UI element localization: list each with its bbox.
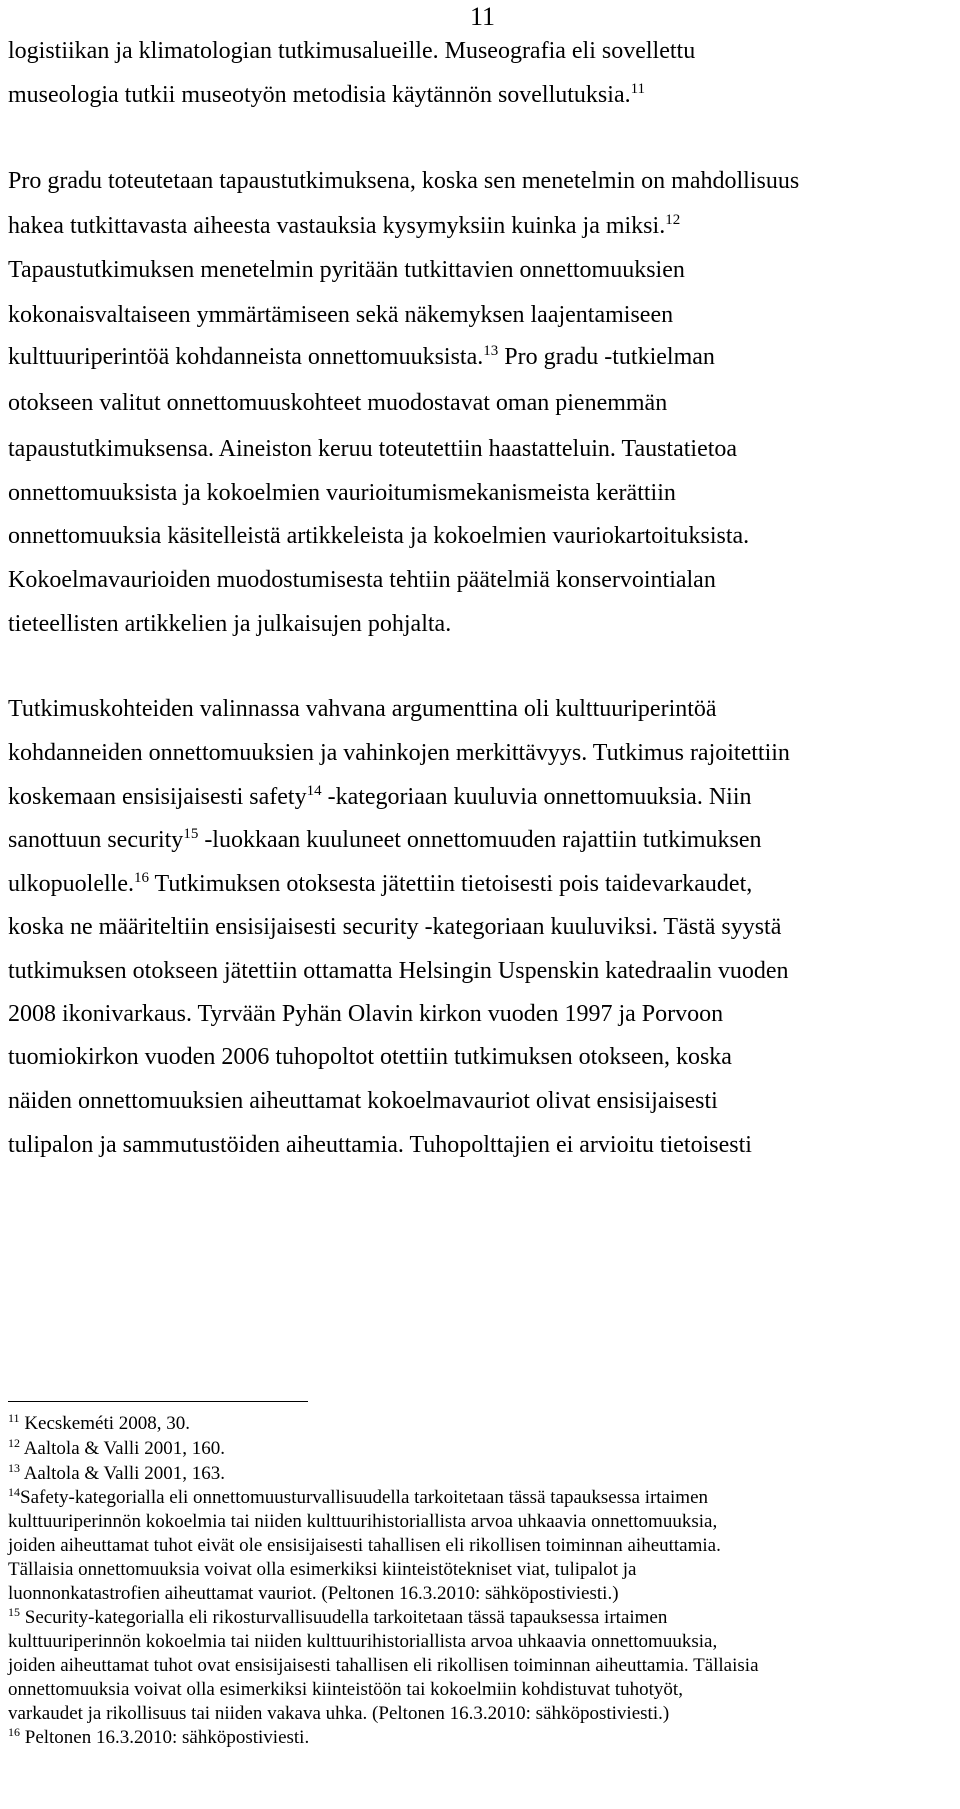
- page-number: 11: [470, 2, 496, 31]
- body-line-text: Tutkimuskohteiden valinnassa vahvana argumenttina oli kulttuuriperintöä: [8, 696, 717, 722]
- footnote-line: [8, 1438, 225, 1460]
- body-line-text: tieteellisten artikkelien ja julkaisujen pohjalta.: [8, 611, 452, 637]
- footnote-number: 11: [8, 1411, 20, 1425]
- body-line: [8, 696, 717, 723]
- footnote-number: 14: [8, 1485, 20, 1499]
- footnote-line: [8, 1631, 717, 1653]
- footnote-reference: 11: [630, 81, 646, 97]
- body-line: [8, 302, 673, 329]
- body-line-text: otokseen valitut onnettomuuskohteet muodostavat oman pienemmän: [8, 390, 668, 416]
- footnote-reference: 13: [483, 343, 499, 359]
- footnote-line: [8, 1559, 636, 1581]
- footnote-text: Aaltola & Valli 2001, 163.: [20, 1463, 225, 1484]
- body-line-text: Pro gradu toteutetaan tapaustutkimuksena, koska sen menetelmin on mahdollisuus: [8, 168, 800, 194]
- body-line-text: tuomiokirkon vuoden 2006 tuhopoltot otettiin tutkimuksen otokseen, koska: [8, 1044, 732, 1070]
- footnote-text: varkaudet ja rikollisuus tai niiden vakava uhka. (Peltonen 16.3.2010: sähköpostiviesti.): [8, 1703, 670, 1724]
- body-line-text-continued: Tutkimuksen otoksesta jätettiin tietoisesti pois taidevarkaudet,: [148, 871, 753, 897]
- body-line: [8, 1001, 723, 1028]
- footnote-line: [8, 1655, 759, 1677]
- footnote-text: Tällaisia onnettomuuksia voivat olla esimerkiksi kiinteistötekniset viat, tulipalot ja: [8, 1559, 637, 1580]
- footnote-reference: 14: [306, 783, 322, 799]
- body-line: [8, 914, 781, 941]
- footnote-text: kulttuuriperinnön kokoelmia tai niiden kulttuurihistoriallista arvoa uhkaavia onnettomuuksia,: [8, 1631, 718, 1652]
- footnote-reference: 15: [183, 826, 199, 842]
- footnote-line: [8, 1703, 669, 1725]
- body-line-text: museologia tutkii museotyön metodisia käytännön sovellutuksia.: [8, 82, 631, 108]
- body-line-text: hakea tutkittavasta aiheesta vastauksia kysymyksiin kuinka ja miksi.: [8, 213, 666, 239]
- body-line-text: ulkopuolelle.: [8, 871, 134, 897]
- footnote-text: joiden aiheuttamat tuhot ovat ensisijaisesti tahallisen eli rikollisen toiminnan aiheuttamia. Tällaisia: [8, 1655, 759, 1676]
- footnote-reference: 16: [133, 870, 149, 886]
- body-line: [8, 567, 716, 594]
- footnote-text: luonnonkatastrofien aiheuttamat vauriot. (Peltonen 16.3.2010: sähköpostiviesti.): [8, 1583, 619, 1604]
- body-line-text: kokonaisvaltaiseen ymmärtämiseen sekä näkemyksen laajentamiseen: [8, 302, 674, 328]
- footnote-text: Security-kategorialla eli rikosturvallisuudella tarkoitetaan tässä tapauksessa irtaimen: [20, 1607, 668, 1628]
- body-line-text: koska ne määriteltiin ensisijaisesti security -kategoriaan kuuluviksi. Tästä syystä: [8, 914, 782, 940]
- body-line: [8, 213, 680, 240]
- footnote-text: onnettomuuksia voivat olla esimerkiksi kiinteistöön tai kokoelmiin kohdistuvat tuhotyöt,: [8, 1679, 683, 1700]
- body-line: [8, 1132, 752, 1159]
- footnote-text: Aaltola & Valli 2001, 160.: [20, 1438, 225, 1459]
- body-line-text: 2008 ikonivarkaus. Tyrvään Pyhän Olavin kirkon vuoden 1997 ja Porvoon: [8, 1001, 724, 1027]
- body-line-text: sanottuun security: [8, 827, 184, 853]
- body-line: [8, 611, 451, 638]
- footnote-text: Safety-kategorialla eli onnettomuusturvallisuudella tarkoitetaan tässä tapauksessa irtaimen: [20, 1487, 708, 1508]
- body-line: [8, 740, 790, 767]
- body-line-text: näiden onnettomuuksien aiheuttamat kokoelmavauriot olivat ensisijaisesti: [8, 1088, 718, 1114]
- body-line-text: Tapaustutkimuksen menetelmin pyritään tutkittavien onnettomuuksien: [8, 257, 685, 283]
- body-line: [8, 436, 737, 463]
- footnote-line: [8, 1679, 683, 1701]
- footnote-reference: 12: [665, 212, 681, 228]
- footnote-line: [8, 1583, 619, 1605]
- body-line: [8, 871, 752, 898]
- body-line: [8, 344, 715, 371]
- body-line: [8, 480, 676, 507]
- body-line-text: koskemaan ensisijaisesti safety: [8, 784, 307, 810]
- footnote-text: kulttuuriperinnön kokoelmia tai niiden kulttuurihistoriallista arvoa uhkaavia onnettomuuksia,: [8, 1511, 718, 1532]
- body-line: [8, 958, 789, 985]
- body-line: [8, 827, 762, 854]
- body-line: [8, 784, 752, 811]
- body-line-text: tutkimuksen otokseen jätettiin ottamatta Helsingin Uspenskin katedraalin vuoden: [8, 958, 789, 984]
- body-line-text: kulttuuriperintöä kohdanneista onnettomuuksista.: [8, 344, 484, 370]
- body-line: [8, 168, 799, 195]
- body-line-text-continued: -kategoriaan kuuluvia onnettomuuksia. Niin: [321, 784, 752, 810]
- footnote-line: [8, 1463, 225, 1485]
- body-line-text: Kokoelmavaurioiden muodostumisesta tehtiin päätelmiä konservointialan: [8, 567, 716, 593]
- footnote-line: [8, 1487, 708, 1509]
- body-line-text: logistiikan ja klimatologian tutkimusalueille. Museografia eli sovellettu: [8, 38, 696, 64]
- body-line: [8, 257, 685, 284]
- footnote-number: 15: [8, 1605, 20, 1619]
- footnote-line: [8, 1727, 309, 1749]
- body-line: [8, 38, 695, 65]
- body-line: [8, 1044, 732, 1071]
- footnote-separator: [8, 1401, 308, 1402]
- body-line: [8, 1088, 718, 1115]
- footnote-line: [8, 1535, 721, 1557]
- body-line: [8, 82, 645, 109]
- body-line-text: onnettomuuksia käsitelleistä artikkeleista ja kokoelmien vauriokartoituksista.: [8, 523, 750, 549]
- body-line-text: tulipalon ja sammutustöiden aiheuttamia. Tuhopolttajien ei arvioitu tietoisesti: [8, 1132, 752, 1158]
- footnote-number: 16: [8, 1725, 20, 1739]
- body-line: [8, 390, 667, 417]
- footnote-number: 13: [8, 1461, 20, 1475]
- body-line-text: tapaustutkimuksensa. Aineiston keruu toteutettiin haastatteluin. Taustatietoa: [8, 436, 738, 462]
- footnote-text: joiden aiheuttamat tuhot eivät ole ensisijaisesti tahallisen eli rikollisen toiminnan aiheuttamia.: [8, 1535, 721, 1556]
- body-line-text-continued: Pro gradu -tutkielman: [498, 344, 715, 370]
- body-line-text: kohdanneiden onnettomuuksien ja vahinkojen merkittävyys. Tutkimus rajoitettiin: [8, 740, 790, 766]
- footnote-text: Peltonen 16.3.2010: sähköpostiviesti.: [20, 1727, 310, 1748]
- body-line-text: onnettomuuksista ja kokoelmien vaurioitumismekanismeista kerättiin: [8, 480, 676, 506]
- footnote-line: [8, 1607, 667, 1629]
- footnote-text: Kecskeméti 2008, 30.: [19, 1413, 190, 1434]
- body-line-text-continued: -luokkaan kuuluneet onnettomuuden rajattiin tutkimuksen: [198, 827, 762, 853]
- footnote-number: 12: [8, 1436, 20, 1450]
- body-line: [8, 523, 749, 550]
- footnote-line: [8, 1511, 717, 1533]
- footnote-line: [8, 1413, 190, 1435]
